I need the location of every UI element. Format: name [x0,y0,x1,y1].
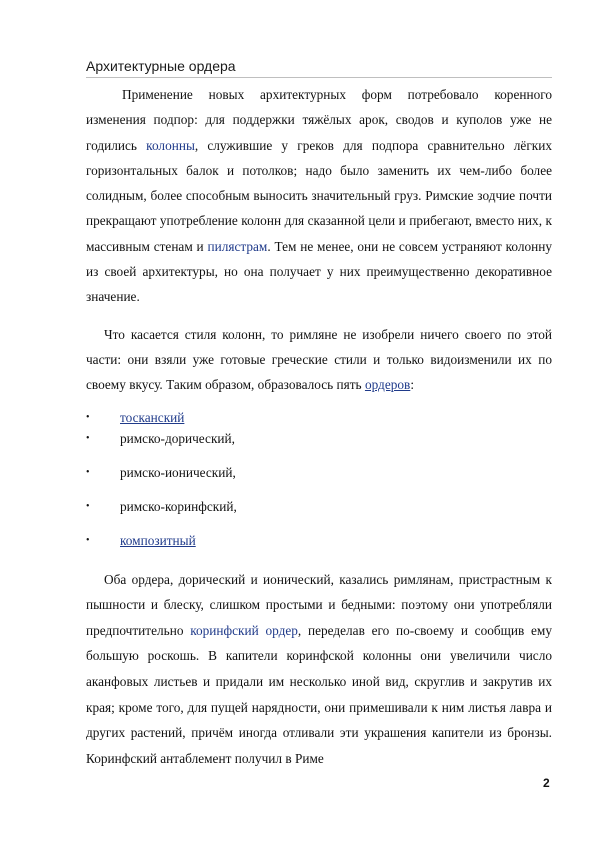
list-item [86,497,552,517]
paragraph-1-text-b: , служившие у греков для подпора сравнительно лёгких горизонтальных балок и потолков; надо было заменить их чем-либо более солидным, более способным выносить значительный груз. Римские зодчие почти прекращают употребление колонн для сказанной цели и прибегают, вместо них, к массивным стенам и [86,137,553,254]
list-item [86,463,552,483]
bullet-icon: • [86,411,90,423]
list-item-label: римско-коринфский, [120,498,237,514]
paragraph-2-text-b: : [410,377,415,393]
list-item-label: римско-ионический, [120,464,236,480]
link-tuscan[interactable]: тосканский [120,409,185,425]
link-corinthian-order[interactable]: коринфский ордер [190,622,298,638]
paragraph-3-text-a: Оба ордера, дорический и ионический, казались римлянам, пристрастным к пышности и блеску, слишком простыми и бедными: поэтому они употребляли предпочтительно [86,571,552,638]
document-body [86,82,552,771]
link-columns[interactable]: колонны [146,137,195,153]
orders-list [86,408,552,551]
link-pilasters[interactable]: пилястрам [207,238,268,254]
paragraph-2-text-a: Что касается стиля колонн, то римляне не изобрели ничего своего по этой части: они взяли уже готовые греческие стили и только видоизменили их по своему вкусу. Таким образом, образовалось пять [86,326,552,393]
link-composite[interactable]: композитный [120,532,196,548]
list-item [86,531,552,551]
paragraph-1-text-a: Применение новых архитектурных форм потребовало коренного изменения подпор: для поддержки тяжёлых арок, сводов и куполов уже не годились [86,87,552,153]
list-item [86,408,552,428]
bullet-icon: • [86,534,90,546]
bullet-icon: • [86,432,90,444]
list-item [86,429,552,449]
link-orders[interactable]: ордеров [364,377,411,393]
bullet-icon: • [86,466,90,478]
paragraph-1 [86,82,552,310]
paragraph-2 [86,322,552,398]
paragraph-3-text-b: , переделав его по-своему и сообщив ему большую роскошь. В капители коринфской колонны они увеличили число аканфовых листьев и придали им несколько иной вид, скруглив и закрутив их края; кроме того, для пущей нарядности, они примешивали к ним листья лавра и других растений, причём иногда отливали эти украшения капители из бронзы. Коринфский антаблемент получил в Риме [86,622,552,766]
page-number: 2 [543,776,550,790]
bullet-icon: • [86,500,90,512]
list-item-label: римско-дорический, [120,430,235,446]
page-heading: Архитектурные ордера [86,57,552,78]
paragraph-1-text-c: . Тем не менее, они не совсем устраняют колонну из своей архитектуры, но она получает у них преимущественно декоративное значение. [86,238,552,305]
paragraph-3 [86,567,552,772]
